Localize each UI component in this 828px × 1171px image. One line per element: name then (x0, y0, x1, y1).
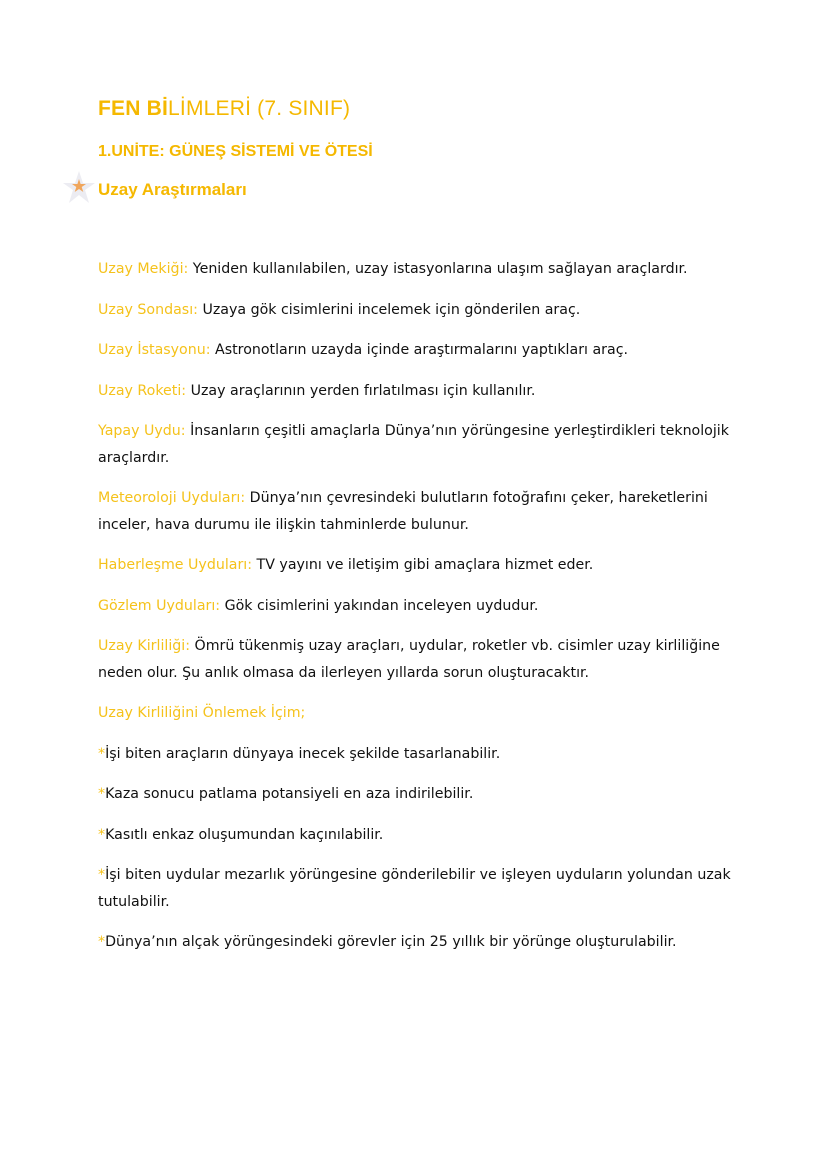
asterisk-bullet: * (98, 745, 106, 762)
prevention-item (98, 822, 748, 849)
definition-term: Uzay Sondası: (98, 301, 198, 318)
prevention-item (98, 741, 748, 768)
asterisk-bullet: * (98, 786, 106, 802)
prevention-item (98, 929, 748, 956)
asterisk-bullet: * (98, 934, 106, 950)
unit-title: 1.UNİTE: GÜNEŞ SİSTEMİ VE ÖTESİ (98, 143, 373, 160)
definition-term: Uzay Roketi: (98, 382, 187, 399)
prevention-text: İşi biten uydular mezarlık yörüngesine gönderilebilir ve işleyen uyduların yolundan uzak tutulabilir. (98, 867, 731, 910)
definition-item (98, 378, 748, 405)
prevention-text: İşi biten araçların dünyaya inecek şekilde tasarlanabilir. (105, 745, 501, 762)
section-title: Uzay Araştırmaları (98, 180, 247, 199)
page-title (98, 97, 350, 121)
prevention-text: Dünya’nın alçak yörüngesindeki görevler için 25 yıllık bir yörünge oluşturulabilir. (105, 934, 677, 950)
asterisk-bullet: * (98, 867, 106, 883)
prevention-item (98, 781, 748, 808)
definition-term: Gözlem Uyduları: (98, 597, 221, 614)
definition-text: Astronotların uzayda içinde araştırmalarını yaptıkları araç. (210, 342, 629, 358)
definition-text: İnsanların çeşitli amaçlarla Dünya’nın yörüngesine yerleştirdikleri teknolojik araçlardır. (98, 423, 729, 466)
title-bold-i: İ (162, 97, 169, 120)
definition-text: Gök cisimlerini yakından inceleyen uydudur. (220, 597, 539, 614)
definition-item (98, 418, 748, 471)
definition-text: Ömrü tükenmiş uzay araçları, uydular, roketler vb. cisimler uzay kirliliğine neden olur. Şu anlık olmasa da ilerleyen yıllarda sorun oluşturacaktır. (98, 638, 720, 681)
definition-item (98, 256, 748, 283)
definition-text: Yeniden kullanılabilen, uzay istasyonlarına ulaşım sağlayan araçlardır. (188, 261, 688, 277)
prevention-heading: Uzay Kirliliğini Önlemek İçim; (98, 705, 306, 721)
title-bold: FEN B (98, 97, 162, 120)
definitions-list (98, 256, 748, 686)
definition-text: Uzay araçlarının yerden fırlatılması için kullanılır. (186, 382, 536, 399)
definition-text: Dünya’nın çevresindeki bulutların fotoğrafını çeker, hareketlerini inceler, hava durumu ile ilişkin tahminlerde bulunur. (98, 490, 708, 533)
content-body (98, 256, 748, 970)
definition-term: Uzay İstasyonu: (98, 342, 211, 358)
prevention-text: Kaza sonucu patlama potansiyeli en aza indirilebilir. (105, 786, 474, 802)
definition-term: Uzay Mekiği: (98, 261, 189, 277)
definition-text: TV yayını ve iletişim gibi amaçlara hizmet eder. (252, 557, 594, 573)
definition-term: Yapay Uydu: (98, 423, 186, 439)
definition-item (98, 552, 748, 579)
definition-term: Uzay Kirliliği: (98, 638, 191, 654)
definition-term: Haberleşme Uyduları: (98, 557, 253, 573)
definition-item (98, 297, 748, 324)
definition-text: Uzaya gök cisimlerini incelemek için gönderilen araç. (197, 301, 581, 318)
definition-item (98, 593, 748, 620)
prevention-item (98, 862, 748, 915)
prevention-list (98, 741, 748, 956)
star-icon (62, 170, 96, 204)
definition-item (98, 633, 748, 686)
prevention-text: Kasıtlı enkaz oluşumundan kaçınılabilir. (105, 826, 384, 843)
definition-item (98, 485, 748, 538)
definition-item (98, 337, 748, 364)
asterisk-bullet: * (98, 826, 106, 843)
title-rest: LİMLERİ (7. SINIF) (168, 97, 351, 120)
definition-term: Meteoroloji Uyduları: (98, 490, 246, 506)
